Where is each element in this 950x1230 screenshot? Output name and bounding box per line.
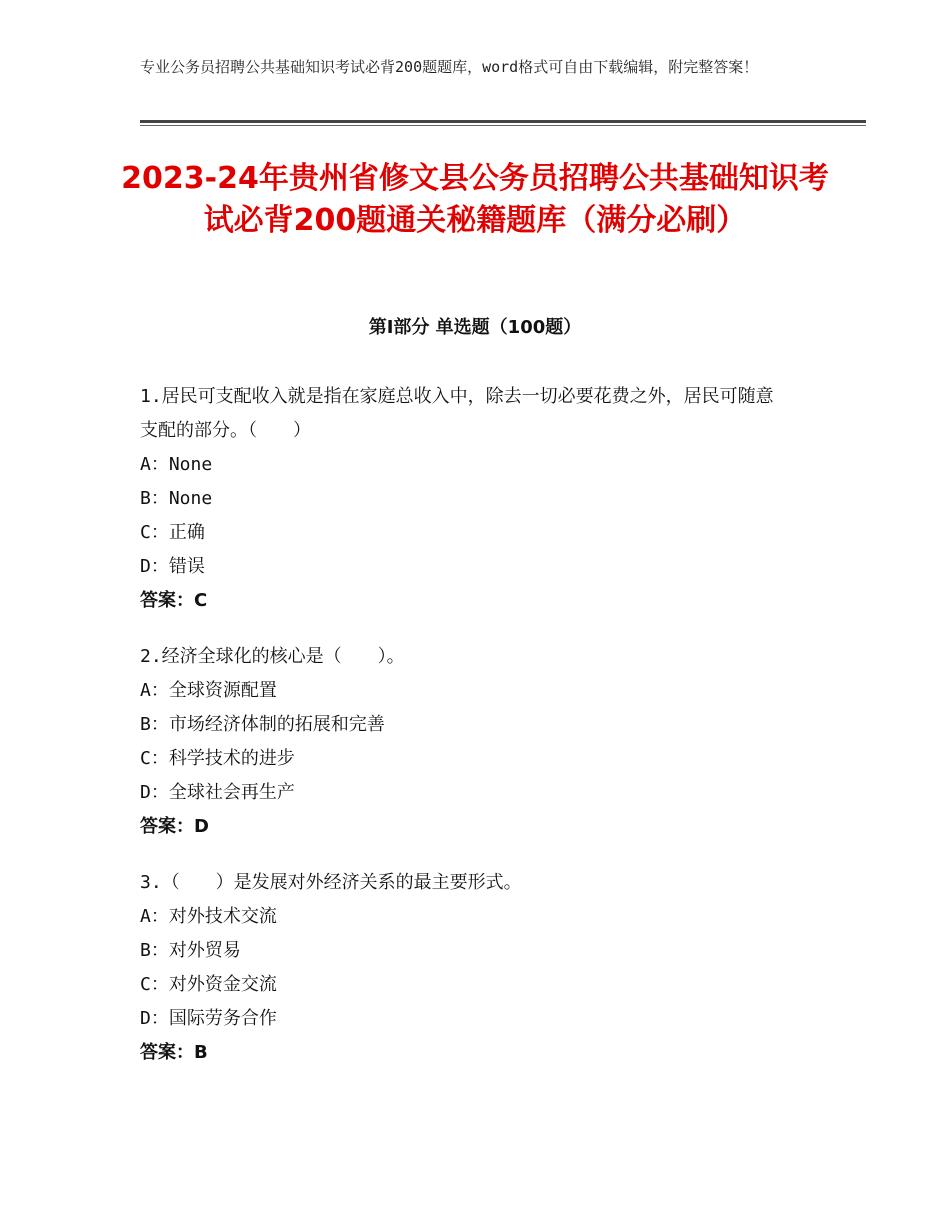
option-c: C：科学技术的进步	[140, 748, 295, 769]
answer-line: 答案：C	[140, 590, 208, 611]
document-title: 2023-24年贵州省修文县公务员招聘公共基础知识考试必背200题通关秘籍题库（满分必刷）	[121, 161, 829, 238]
option-a: A：对外技术交流	[140, 906, 277, 927]
question-item	[140, 866, 780, 1070]
question-stem: 3.（ ）是发展对外经济关系的最主要形式。	[140, 872, 522, 893]
option-b: B：对外贸易	[140, 940, 241, 961]
option-a: A：全球资源配置	[140, 680, 277, 701]
option-b: B：市场经济体制的拓展和完善	[140, 714, 385, 735]
option-d: D：全球社会再生产	[140, 782, 295, 803]
option-c: C：对外资金交流	[140, 974, 277, 995]
question-list	[140, 380, 780, 1092]
answer-line: 答案：B	[140, 1042, 208, 1063]
option-b: B：None	[140, 488, 213, 509]
question-stem: 1.居民可支配收入就是指在家庭总收入中，除去一切必要花费之外，居民可随意支配的部分。（ ）	[140, 386, 774, 441]
header-divider-thin	[140, 125, 866, 126]
header-divider	[140, 120, 866, 123]
answer-line: 答案：D	[140, 816, 209, 837]
question-item	[140, 380, 780, 618]
question-item	[140, 640, 780, 844]
option-a: A：None	[140, 454, 213, 475]
question-stem: 2.经济全球化的核心是（ ）。	[140, 646, 405, 667]
option-d: D：错误	[140, 556, 205, 577]
option-c: C：正确	[140, 522, 205, 543]
section-title: 第Ⅰ部分 单选题（100题）	[368, 317, 582, 338]
header-note: 专业公务员招聘公共基础知识考试必背200题题库，word格式可自由下载编辑，附完整答案！	[140, 58, 759, 76]
option-d: D：国际劳务合作	[140, 1008, 277, 1029]
